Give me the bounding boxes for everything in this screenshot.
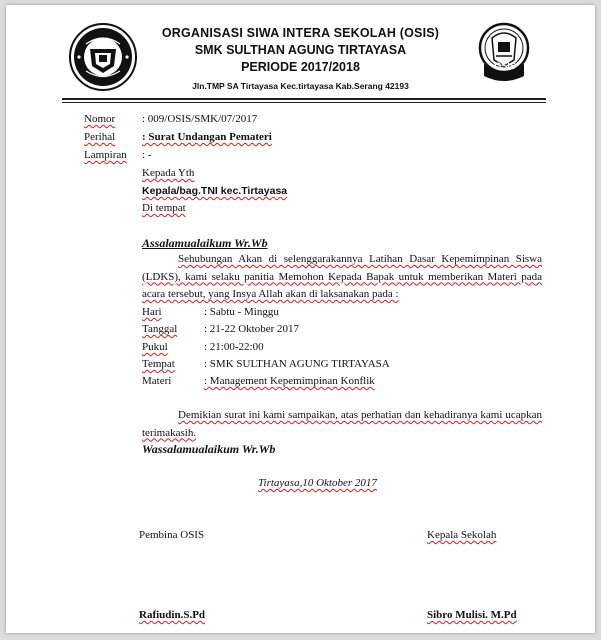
signature-left-name: Rafiudin.S.Pd xyxy=(139,609,206,621)
header-rule-thin xyxy=(62,102,546,103)
schedule-label-hari: Hari xyxy=(142,306,162,318)
address: Jln.TMP SA Tirtayasa Kec.tirtayasa Kab.Serang 42193 xyxy=(192,81,409,91)
recipient-line3: Di tempat xyxy=(142,202,186,214)
signature-right-title: Kepala Sekolah xyxy=(427,529,497,541)
schedule-value-hari: : Sabtu - Minggu xyxy=(204,306,279,318)
meta-value-nomor: : 009/OSIS/SMK/07/2017 xyxy=(142,113,258,125)
greeting: Assalamualaikum Wr.Wb xyxy=(142,236,268,250)
period: PERIODE 2017/2018 xyxy=(241,60,360,74)
meta-label-perihal: Perihal xyxy=(84,131,116,143)
schedule-value-tanggal: : 21-22 Oktober 2017 xyxy=(204,323,300,335)
schedule-value-tempat: : SMK SULTHAN AGUNG TIRTAYASA xyxy=(204,358,390,370)
meta-label-lampiran: Lampiran xyxy=(84,149,127,161)
schedule-label-tempat: Tempat xyxy=(142,358,175,370)
schedule-value-pukul: : 21:00-22:00 xyxy=(204,341,264,353)
meta-value-lampiran: : - xyxy=(142,149,152,161)
school-name: SMK SULTHAN AGUNG TIRTAYASA xyxy=(194,43,407,57)
meta-label-nomor: Nomor xyxy=(84,113,116,125)
letter-page xyxy=(6,5,595,633)
meta-value-perihal: : Surat Undangan Pemateri xyxy=(142,131,272,143)
paragraph-2-text: Demikian surat ini kami sampaikan, atas perhatian dan kehadiranya kami ucapkan terimakasih. xyxy=(142,409,542,439)
org-name: ORGANISASI SIWA INTERA SEKOLAH (OSIS) xyxy=(161,26,440,40)
closing: Wassalamualaikum Wr.Wb xyxy=(142,442,276,456)
body-paragraph-1 xyxy=(142,251,542,304)
paragraph-1-text: Sehubungan Akan di selenggarakannya Latihan Dasar Kepemimpinan Siswa (LDKS), kami selaku panitia Memohon Kepada Bapak untuk memberikan Materi pada acara tersebut, yang Insya Allah akan di laksanakan pada : xyxy=(142,253,542,300)
recipient-line1: Kepada Yth xyxy=(142,167,195,179)
schedule-label-materi: Materi xyxy=(142,375,172,387)
body-paragraph-2 xyxy=(142,407,542,442)
schedule-label-pukul: Pukul xyxy=(142,341,168,353)
place-date: Tirtayasa,10 Oktober 2017 xyxy=(258,477,377,489)
schedule-label-tanggal: Tanggal xyxy=(142,323,178,335)
signature-left-title: Pembina OSIS xyxy=(139,529,205,541)
signature-right-name: Sibro Mulisi. M.Pd xyxy=(427,609,517,621)
osis-logo-text: OSIS xyxy=(494,61,516,71)
schedule-value-materi: : Management Kepemimpinan Konflik xyxy=(204,375,375,387)
recipient-line2: Kepala/bag.TNI kec.Tirtayasa xyxy=(142,185,288,197)
header-rule-thick xyxy=(62,98,546,100)
